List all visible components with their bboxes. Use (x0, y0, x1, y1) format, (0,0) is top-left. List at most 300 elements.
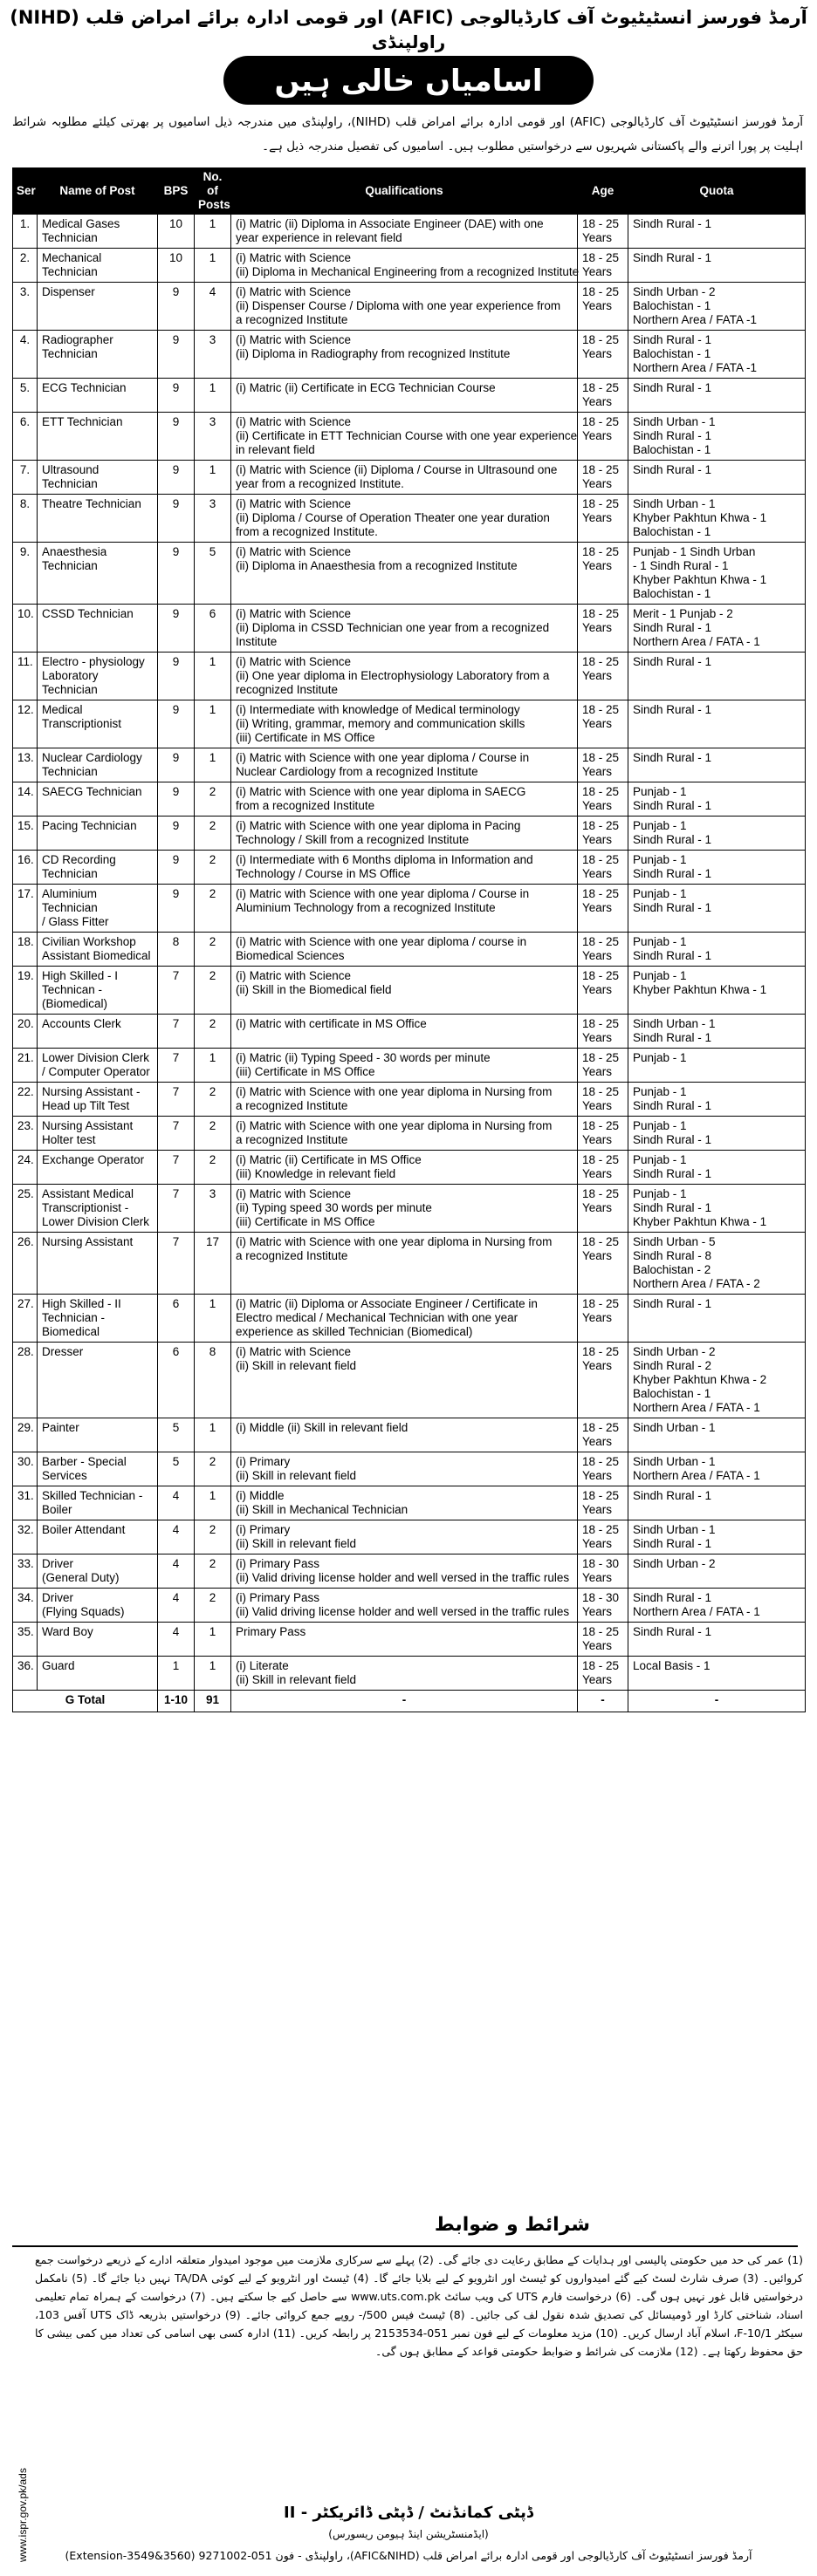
post-name-cell (38, 1185, 158, 1233)
table-row (13, 543, 806, 605)
posts-cell: 1 (195, 249, 231, 283)
posts-cell: 1 (195, 1486, 231, 1520)
table-row (13, 379, 806, 413)
table-row (13, 1452, 806, 1486)
qualification-cell (231, 605, 578, 653)
quota-cell-line: Punjab - 1 (633, 969, 687, 982)
qualification-cell-line: in relevant field (236, 443, 315, 456)
quota-cell-line: Sindh Rural - 1 (633, 381, 712, 394)
qualification-cell-line: (iii) Certificate in MS Office (236, 1215, 375, 1228)
age-cell (578, 782, 628, 817)
quota-cell-line: Sindh Urban - 2 (633, 285, 716, 298)
age-cell-line: Years (582, 559, 613, 572)
post-name-cell (38, 1295, 158, 1343)
quota-cell (628, 605, 806, 653)
qualification-cell-line: Technology / Skill from a recognized Institute (236, 833, 470, 846)
age-cell-line: Years (582, 669, 613, 682)
post-name-cell-line: Accounts Clerk (42, 1017, 121, 1030)
qualification-cell-line: Technology / Course in MS Office (236, 867, 411, 880)
quota-cell (628, 851, 806, 885)
column-header: No. of Posts (195, 168, 231, 215)
qualification-cell-line: (i) Primary Pass (236, 1591, 320, 1604)
age-cell (578, 1657, 628, 1691)
qualification-cell-line: (i) Primary Pass (236, 1557, 320, 1570)
posts-cell: 2 (195, 933, 231, 967)
post-name-cell-line: Transcriptionist - (42, 1201, 129, 1214)
serial-cell: 34. (13, 1589, 38, 1623)
bps-cell: 9 (158, 653, 195, 700)
posts-cell: 1 (195, 1049, 231, 1083)
post-name-cell-line: Guard (42, 1659, 75, 1672)
bps-cell: 4 (158, 1486, 195, 1520)
vacancies-banner: اسامیاں خالی ہیں (223, 56, 594, 105)
post-name-cell (38, 215, 158, 249)
age-cell-line: Years (582, 1537, 613, 1550)
qualification-cell-line: (i) Matric with Science (236, 333, 352, 346)
quota-cell (628, 885, 806, 933)
serial-cell: 19. (13, 967, 38, 1015)
age-cell-line: 18 - 30 (582, 1591, 620, 1604)
post-name-cell-line: Head up Tilt Test (42, 1099, 130, 1112)
qualification-cell (231, 1015, 578, 1049)
qualification-cell (231, 331, 578, 379)
posts-cell: 1 (195, 1657, 231, 1691)
quota-cell-line: Khyber Pakhtun Khwa - 1 (633, 511, 767, 524)
post-name-cell (38, 817, 158, 851)
qualification-cell-line: (i) Matric (ii) Diploma or Associate Engineer / Certificate in (236, 1297, 538, 1310)
age-cell-line: 18 - 25 (582, 751, 620, 764)
quota-cell-line: Northern Area / FATA - 1 (633, 1469, 760, 1482)
quota-cell (628, 1520, 806, 1554)
quota-cell-line: Khyber Pakhtun Khwa - 1 (633, 573, 767, 586)
age-cell-line: 18 - 25 (582, 1051, 620, 1064)
qualification-cell-line: (ii) Writing, grammar, memory and communication skills (236, 717, 525, 730)
quota-cell-line: Balochistan - 1 (633, 525, 711, 538)
post-name-cell-line: Nursing Assistant (42, 1119, 134, 1132)
quota-cell (628, 1343, 806, 1418)
table-row (13, 605, 806, 653)
posts-cell: 3 (195, 1185, 231, 1233)
age-cell-line: Years (582, 347, 613, 360)
quota-cell (628, 1117, 806, 1151)
post-name-cell-line: Boiler Attendant (42, 1523, 126, 1536)
qualification-cell-line: (ii) Diploma in CSSD Technician one year from a recognized (236, 621, 550, 634)
posts-cell: 1 (195, 461, 231, 495)
post-name-cell-line: Electro - physiology (42, 655, 145, 668)
post-name-cell-line: Transcriptionist (42, 717, 122, 730)
post-name-cell (38, 249, 158, 283)
qualification-cell (231, 379, 578, 413)
quota-cell-line: Sindh Urban - 1 (633, 1523, 716, 1536)
qualification-cell-line: recognized Institute (236, 683, 339, 696)
post-name-cell-line: Dispenser (42, 285, 95, 298)
qualification-cell (231, 885, 578, 933)
post-name-cell-line: Holter test (42, 1133, 96, 1146)
bps-cell: 9 (158, 782, 195, 817)
age-cell (578, 1295, 628, 1343)
table-row (13, 495, 806, 543)
post-name-cell-line: Nursing Assistant - (42, 1085, 141, 1098)
age-cell-line: Years (582, 1167, 613, 1180)
post-name-cell (38, 1233, 158, 1295)
table-header-row (13, 168, 806, 215)
age-cell-line: 18 - 25 (582, 703, 620, 716)
bps-cell: 9 (158, 283, 195, 331)
table-row (13, 933, 806, 967)
table-row (13, 1657, 806, 1691)
bps-cell: 10 (158, 249, 195, 283)
qualification-cell (231, 1486, 578, 1520)
qualification-cell-line: a recognized Institute (236, 313, 348, 326)
qualification-cell-line: (ii) One year diploma in Electrophysiology Laboratory from a (236, 669, 550, 682)
qualification-cell (231, 495, 578, 543)
age-cell (578, 1554, 628, 1589)
post-name-cell (38, 1343, 158, 1418)
serial-cell: 25. (13, 1185, 38, 1233)
qualification-cell-line: from a recognized Institute (236, 799, 375, 812)
post-name-cell (38, 967, 158, 1015)
serial-cell: 15. (13, 817, 38, 851)
header-title: آرمڈ فورسز انسٹیٹیوٹ آف کارڈیالوجی (AFIC) اور قومی ادارہ برائے امراض قلب (NIHD) (10, 7, 807, 28)
qualification-cell-line: (ii) Diploma in Mechanical Engineering from a recognized Institute (236, 265, 580, 278)
serial-cell: 7. (13, 461, 38, 495)
age-cell (578, 967, 628, 1015)
quota-cell-line: Punjab - 1 (633, 887, 687, 900)
qualification-cell-line: Biomedical Sciences (236, 949, 345, 962)
bps-cell: 9 (158, 495, 195, 543)
quota-cell (628, 1623, 806, 1657)
signatory-title: ڈپٹی کمانڈنٹ / ڈپٹی ڈائریکٹر - II (284, 2504, 533, 2522)
age-cell-line: Years (582, 265, 613, 278)
age-cell (578, 1049, 628, 1083)
post-name-cell-line: Assistant Medical (42, 1187, 134, 1200)
posts-cell: 8 (195, 1343, 231, 1418)
age-cell-line: 18 - 25 (582, 1659, 620, 1672)
posts-cell: 3 (195, 495, 231, 543)
post-name-cell (38, 1554, 158, 1589)
quota-cell-line: Sindh Urban - 1 (633, 415, 716, 428)
serial-cell: 20. (13, 1015, 38, 1049)
age-cell-line: Years (582, 477, 613, 490)
post-name-cell-line: Dresser (42, 1345, 84, 1358)
quota-cell (628, 249, 806, 283)
post-name-cell-line: Lower Division Clerk (42, 1215, 150, 1228)
serial-cell: 30. (13, 1452, 38, 1486)
quota-cell (628, 1657, 806, 1691)
post-name-cell-line: Nursing Assistant (42, 1235, 134, 1248)
age-cell (578, 379, 628, 413)
post-name-cell-line: Laboratory (42, 669, 99, 682)
quota-cell (628, 933, 806, 967)
qualification-cell-line: (iii) Certificate in MS Office (236, 731, 375, 744)
quota-cell (628, 215, 806, 249)
table-row (13, 782, 806, 817)
qualification-cell-line: Primary Pass (236, 1625, 306, 1638)
bps-cell: 7 (158, 1151, 195, 1185)
bps-cell: 6 (158, 1295, 195, 1343)
table-row (13, 967, 806, 1015)
quota-cell-line: Sindh Rural - 1 (633, 463, 712, 476)
qualification-cell (231, 1554, 578, 1589)
post-name-cell-line: Technican - (42, 983, 103, 996)
qualification-cell-line: (i) Matric (ii) Typing Speed - 30 words per minute (236, 1051, 491, 1064)
post-name-cell-line: High Skilled - II (42, 1297, 121, 1310)
age-cell (578, 1117, 628, 1151)
age-cell-line: 18 - 25 (582, 785, 620, 798)
age-cell-line: 18 - 25 (582, 853, 620, 866)
total-quota: - (628, 1691, 806, 1712)
qualification-cell-line: (i) Matric with Science with one year diploma in Nursing from (236, 1119, 553, 1132)
qualification-cell (231, 1452, 578, 1486)
bps-cell: 9 (158, 413, 195, 461)
column-header: BPS (158, 168, 195, 215)
age-cell (578, 748, 628, 782)
serial-cell: 29. (13, 1418, 38, 1452)
age-cell-line: 18 - 25 (582, 1297, 620, 1310)
quota-cell-line: Sindh Rural - 1 (633, 799, 712, 812)
quota-cell (628, 1015, 806, 1049)
qualification-cell (231, 851, 578, 885)
quota-cell-line: Balochistan - 2 (633, 1263, 711, 1276)
quota-cell (628, 1418, 806, 1452)
quota-cell-line: Balochistan - 1 (633, 1387, 711, 1400)
age-cell (578, 1083, 628, 1117)
quota-cell-line: Sindh Rural - 1 (633, 217, 712, 230)
serial-cell: 24. (13, 1151, 38, 1185)
total-age: - (578, 1691, 628, 1712)
post-name-cell (38, 700, 158, 748)
posts-cell: 5 (195, 543, 231, 605)
quota-cell-line: Punjab - 1 (633, 1187, 687, 1200)
quota-cell (628, 1083, 806, 1117)
quota-cell (628, 331, 806, 379)
post-name-cell-line: Pacing Technician (42, 819, 137, 832)
posts-cell: 3 (195, 413, 231, 461)
quota-cell-line: Northern Area / FATA -1 (633, 361, 758, 374)
age-cell-line: 18 - 25 (582, 285, 620, 298)
post-name-cell-line: Boiler (42, 1503, 72, 1516)
table-row (13, 331, 806, 379)
serial-cell: 4. (13, 331, 38, 379)
table-row (13, 461, 806, 495)
quota-cell-line: Khyber Pakhtun Khwa - 1 (633, 983, 767, 996)
posts-cell: 1 (195, 748, 231, 782)
qualification-cell-line: (ii) Diploma / Course of Operation Theater one year duration (236, 511, 550, 524)
posts-cell: 2 (195, 851, 231, 885)
qualification-cell-line: (ii) Skill in relevant field (236, 1673, 357, 1686)
quota-cell-line: Sindh Urban - 1 (633, 1421, 716, 1434)
age-cell-line: Years (582, 949, 613, 962)
age-cell-line: Years (582, 1571, 613, 1584)
qualification-cell-line: (i) Matric with Science with one year diploma in SAECG (236, 785, 526, 798)
qualification-cell (231, 700, 578, 748)
table-row (13, 1049, 806, 1083)
table-row (13, 1015, 806, 1049)
quota-cell-line: Sindh Rural - 1 (633, 1297, 712, 1310)
bps-cell: 8 (158, 933, 195, 967)
post-name-cell (38, 1151, 158, 1185)
post-name-cell-line: Driver (42, 1557, 73, 1570)
qualification-cell-line: (i) Matric with Science (236, 251, 352, 264)
age-cell-line: 18 - 25 (582, 217, 620, 230)
qualification-cell (231, 1589, 578, 1623)
age-cell-line: Years (582, 1065, 613, 1078)
bps-cell: 6 (158, 1343, 195, 1418)
qualification-cell-line: (i) Matric with Science (236, 285, 352, 298)
qualification-cell-line: (i) Intermediate with 6 Months diploma in Information and (236, 853, 533, 866)
age-cell-line: 18 - 25 (582, 1489, 620, 1502)
quota-cell-line: Balochistan - 1 (633, 443, 711, 456)
post-name-cell (38, 379, 158, 413)
bps-cell: 7 (158, 1083, 195, 1117)
posts-cell: 1 (195, 700, 231, 748)
post-name-cell (38, 1452, 158, 1486)
bps-cell: 4 (158, 1589, 195, 1623)
age-cell-line: 18 - 25 (582, 497, 620, 510)
quota-cell-line: Sindh Urban - 1 (633, 1455, 716, 1468)
qualification-cell-line: (i) Matric with Science with one year diploma in Nursing from (236, 1235, 553, 1248)
qualification-cell-line: (i) Matric with Science with one year diploma / Course in (236, 887, 530, 900)
age-cell-line: Years (582, 231, 613, 244)
posts-cell: 2 (195, 1589, 231, 1623)
posts-cell: 2 (195, 1452, 231, 1486)
quota-cell-line: Sindh Rural - 1 (633, 833, 712, 846)
quota-cell (628, 967, 806, 1015)
table-row (13, 1295, 806, 1343)
age-cell-line: Years (582, 1503, 613, 1516)
age-cell (578, 1589, 628, 1623)
qualification-cell (231, 543, 578, 605)
post-name-cell (38, 1117, 158, 1151)
age-cell-line: 18 - 25 (582, 887, 620, 900)
qualification-cell (231, 782, 578, 817)
ispr-ads-url[interactable]: www.ispr.gov.pk/ads (17, 2468, 29, 2562)
age-cell-line: Years (582, 1249, 613, 1262)
qualification-cell-line: (i) Middle (ii) Skill in relevant field (236, 1421, 408, 1434)
age-cell-line: Years (582, 1469, 613, 1482)
qualification-cell-line: (i) Matric with Science (236, 415, 352, 428)
quota-cell-line: Sindh Urban - 2 (633, 1345, 716, 1358)
posts-cell: 2 (195, 817, 231, 851)
qualification-cell-line: (iii) Certificate in MS Office (236, 1065, 375, 1078)
qualification-cell-line: (i) Primary (236, 1455, 291, 1468)
qualification-cell (231, 1657, 578, 1691)
age-cell-line: Years (582, 1031, 613, 1044)
post-name-cell-line: Technician (42, 765, 98, 778)
quota-cell (628, 1295, 806, 1343)
table-row (13, 817, 806, 851)
intro-paragraph: آرمڈ فورسز انسٹیٹیوٹ آف کارڈیالوجی (AFIC) اور قومی ادارہ برائے امراض قلب (NIHD)، راولپنڈی میں مندرجہ ذیل اسامیوں پر بھرتی کیلئے مطلوبہ شرائط اہلیت پر پورا اترنے والے پاکستانی شہریوں سے درخواستیں مطلوب ہیں۔ اسامیوں کی تفصیل مندرجہ ذیل ہے۔ (12, 115, 804, 154)
age-cell-line: 18 - 25 (582, 463, 620, 476)
age-cell-line: 18 - 25 (582, 935, 620, 948)
quota-cell-line: Sindh Rural - 1 (633, 1167, 712, 1180)
quota-cell-line: Merit - 1 Punjab - 2 (633, 607, 733, 620)
quota-cell-line: Punjab - 1 (633, 1085, 687, 1098)
quota-cell-line: Sindh Rural - 1 (633, 751, 712, 764)
posts-cell: 2 (195, 1083, 231, 1117)
qualification-cell-line: (i) Matric with Science (236, 1187, 352, 1200)
age-cell-line: 18 - 25 (582, 1345, 620, 1358)
table-row (13, 413, 806, 461)
conditions-text: (1) عمر کی حد میں حکومتی پالیسی اور ہدایات کے مطابق رعایت دی جائے گی۔ (2) پہلے سے سرکاری ملازمت میں موجود امیدوار متعلقہ ادارے کے ذریعے درخواست جمع کروائیں۔ (3) صرف شارٹ لسٹ کیے گئے امیدواروں کو ٹیسٹ اور انٹرویو کے لیے بلایا جائے گا۔ (4) ٹیسٹ اور انٹرویو کے لیے کوئی TA/DA نہیں دیا جائے گا۔ (5) نامکمل درخواستیں قابل غور نہیں ہوں گی۔ (6) درخواست فارم UTS کی ویب سائٹ www.uts.com.pk سے حاصل کیے جا سکتے ہیں۔ (7) درخواست کے ہمراہ تمام تعلیمی اسناد، شناختی کارڈ اور ڈومیسائل کی تصدیق شدہ نقول لف کی جائیں۔ (8) ٹیسٹ فیس 500/- روپے جمع کروائی جائے۔ (9) درخواستیں بذریعہ ڈاک UTS آفس 103، سیکٹر F-10/1، اسلام آباد ارسال کریں۔ (10) مزید معلومات کے لیے فون نمبر 051-2153534 پر رابطہ کریں۔ (11) ادارہ کسی بھی اسامی کی تعداد میں کمی بیشی کا حق محفوظ رکھتا ہے۔ (12) ملازمت کی شرائط و ضوابط حکومتی قواعد کے مطابق ہوں گی۔ (35, 2253, 804, 2358)
total-bps: 1-10 (158, 1691, 195, 1712)
quota-cell-line: Punjab - 1 Sindh Urban (633, 545, 756, 558)
age-cell-line: Years (582, 833, 613, 846)
qualification-cell-line: (ii) Skill in Mechanical Technician (236, 1503, 408, 1516)
posts-cell: 1 (195, 1418, 231, 1452)
age-cell (578, 653, 628, 700)
qualification-cell-line: from a recognized Institute. (236, 525, 378, 538)
serial-cell: 21. (13, 1049, 38, 1083)
post-name-cell (38, 933, 158, 967)
quota-cell-line: Sindh Rural - 1 (633, 333, 712, 346)
quota-cell (628, 1486, 806, 1520)
post-name-cell (38, 1657, 158, 1691)
age-cell-line: 18 - 25 (582, 969, 620, 982)
post-name-cell (38, 1083, 158, 1117)
qualification-cell-line: (i) Matric with Science (236, 545, 352, 558)
quota-cell-line: Sindh Rural - 1 (633, 1625, 712, 1638)
bps-cell: 4 (158, 1554, 195, 1589)
qualification-cell-line: (i) Matric with certificate in MS Office (236, 1017, 427, 1030)
age-cell (578, 461, 628, 495)
quota-cell-line: Sindh Urban - 5 (633, 1235, 716, 1248)
vacancies-table (12, 167, 806, 1712)
qualification-cell-line: (ii) Typing speed 30 words per minute (236, 1201, 432, 1214)
quota-cell-line: Punjab - 1 (633, 853, 687, 866)
age-cell (578, 543, 628, 605)
age-cell-line: 18 - 25 (582, 415, 620, 428)
quota-cell (628, 782, 806, 817)
serial-cell: 13. (13, 748, 38, 782)
age-cell (578, 1151, 628, 1185)
age-cell-line: 18 - 25 (582, 333, 620, 346)
table-row (13, 748, 806, 782)
posts-cell: 17 (195, 1233, 231, 1295)
age-cell (578, 1520, 628, 1554)
qualification-cell (231, 1418, 578, 1452)
qualification-cell (231, 653, 578, 700)
post-name-cell-line: Lower Division Clerk (42, 1051, 150, 1064)
post-name-cell-line: Driver (42, 1591, 73, 1604)
post-name-cell (38, 1015, 158, 1049)
quota-cell-line: Sindh Rural - 1 (633, 901, 712, 914)
age-cell-line: 18 - 25 (582, 1235, 620, 1248)
quota-cell-line: Khyber Pakhtun Khwa - 2 (633, 1373, 767, 1386)
age-cell-line: Years (582, 621, 613, 634)
table-row (13, 851, 806, 885)
quota-cell-line: Sindh Urban - 1 (633, 497, 716, 510)
quota-cell-line: Northern Area / FATA -1 (633, 313, 758, 326)
post-name-cell-line: SAECG Technician (42, 785, 142, 798)
posts-cell: 1 (195, 653, 231, 700)
table-row (13, 700, 806, 748)
post-name-cell (38, 1589, 158, 1623)
age-cell-line: Years (582, 765, 613, 778)
age-cell (578, 700, 628, 748)
table-row (13, 1117, 806, 1151)
quota-cell-line: Northern Area / FATA - 2 (633, 1277, 760, 1290)
post-name-cell (38, 461, 158, 495)
qualification-cell-line: (ii) Skill in the Biomedical field (236, 983, 392, 996)
qualification-cell (231, 413, 578, 461)
age-cell-line: 18 - 25 (582, 251, 620, 264)
post-name-cell (38, 413, 158, 461)
quota-cell-line: Sindh Rural - 8 (633, 1249, 712, 1262)
quota-cell-line: Sindh Rural - 1 (633, 703, 712, 716)
post-name-cell-line: Medical (42, 703, 83, 716)
serial-cell: 10. (13, 605, 38, 653)
